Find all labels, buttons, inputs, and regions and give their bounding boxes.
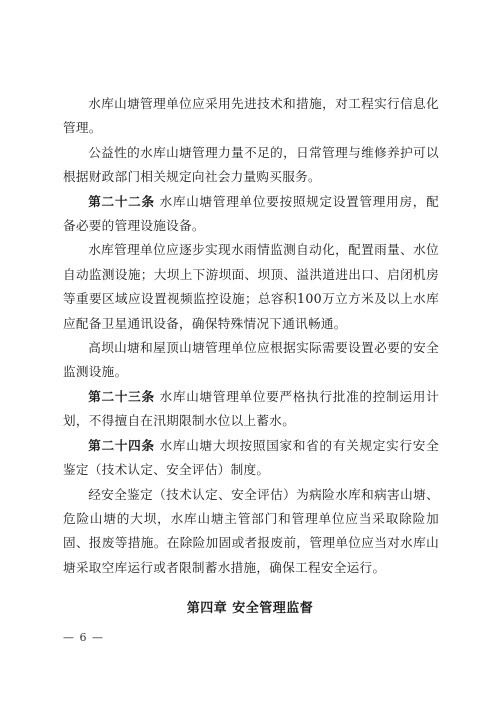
article-number: 第二十四条 [88,437,155,453]
paragraph-text: 经安全鉴定（技术认定、安全评估）为病险水库和病害山塘、危险山塘的大坝，水库山塘主管部门和管理单位应当采取除险加固、报废等措施。在除险加固或者报废前，管理单位应当对水库山塘采取空库运行或者限制蓄水措施，确保工程安全运行。 [63,486,439,575]
page-number: — 6 — [63,631,104,644]
paragraph-text: 水库山塘管理单位要严格执行批准的控制运用计划，不得擅自在汛期限制水位以上蓄水。 [63,388,440,429]
article-number: 第二十二条 [88,193,155,209]
paragraph-3 [63,190,439,239]
paragraph-8 [63,483,439,581]
paragraph-text: 水库山塘大坝按照国家和省的有关规定实行安全鉴定（技术认定、安全评估）制度。 [63,437,440,478]
paragraph-text: 水库山塘管理单位要按照规定设置管理用房，配备必要的管理设施设备。 [63,193,440,234]
paragraph-5 [63,336,439,385]
chapter-title: 第四章 安全管理监督 [186,601,314,616]
paragraph-text: 水库山塘管理单位应采用先进技术和措施，对工程实行信息化管理。 [63,96,439,136]
paragraph-4 [63,238,439,336]
document-body [63,92,439,580]
paragraph-2 [63,141,439,190]
paragraph-text: 水库管理单位应逐步实现水雨情监测自动化，配置雨量、水位自动监测设施；大坝上下游坝面、坝顶、溢洪道进出口、启闭机房等重要区域应设置视频监控设施；总容积100万立方米及以上水库应配备卫星通讯设备，确保特殊情况下通讯畅通。 [63,242,439,331]
paragraph-text: 高坝山塘和屋顶山塘管理单位应根据实际需要设置必要的安全监测设施。 [63,340,439,380]
paragraph-7 [63,434,439,483]
paragraph-6 [63,385,439,434]
paragraph-text: 公益性的水库山塘管理力量不足的，日常管理与维修养护可以根据财政部门相关规定向社会力量购买服务。 [63,144,439,185]
paragraph-1 [63,92,439,141]
article-number: 第二十三条 [88,388,155,404]
